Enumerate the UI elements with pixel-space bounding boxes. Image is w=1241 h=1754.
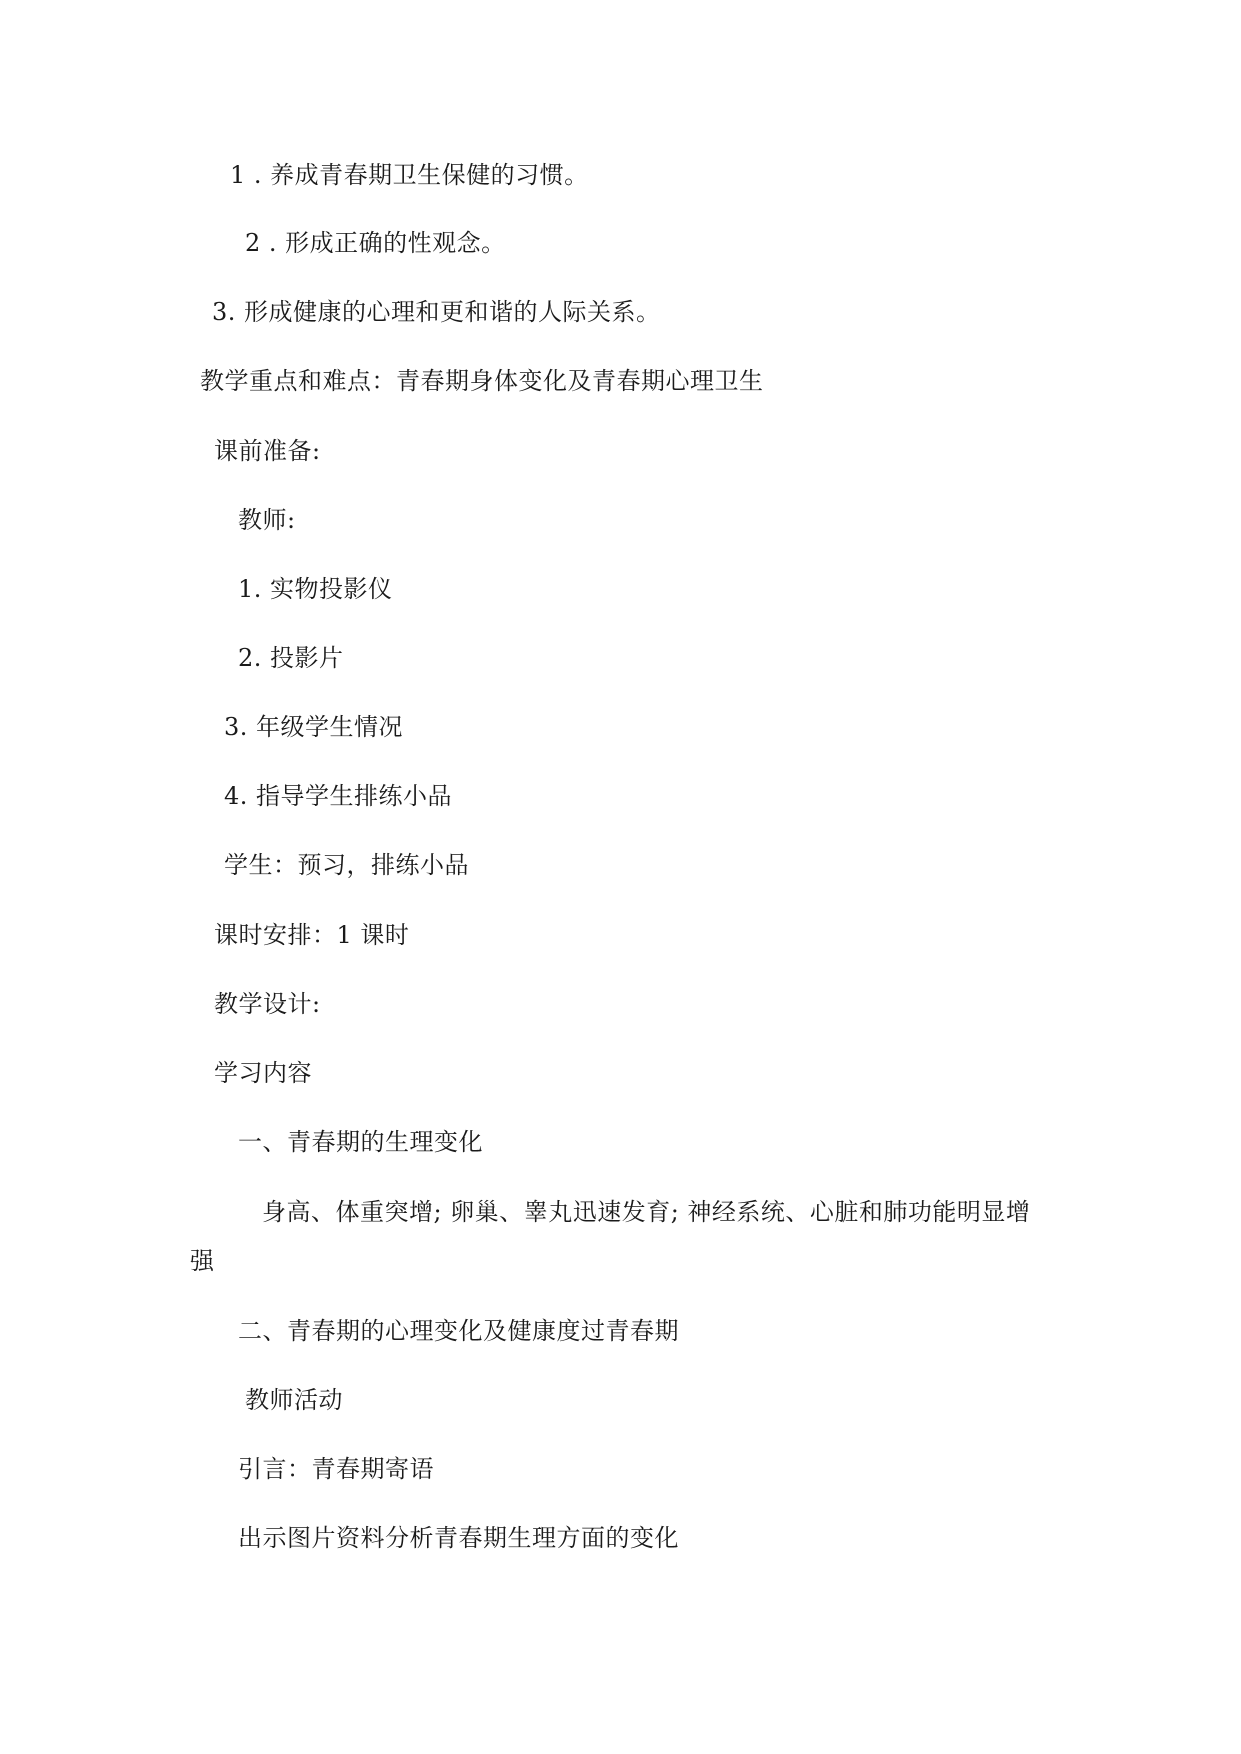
goal-item-3: 3. 形成健康的心理和更和谐的人际关系。 bbox=[212, 298, 661, 326]
teacher-item-3: 3. 年级学生情况 bbox=[224, 713, 404, 741]
teacher-activity-heading: 教师活动 bbox=[245, 1386, 343, 1414]
teacher-item-4: 4. 指导学生排练小品 bbox=[224, 782, 453, 810]
section-1-body: 身高、体重突增; 卵巢、睾丸迅速发育; 神经系统、心脏和肺功能明显增 bbox=[262, 1198, 1031, 1226]
student-preparation: 学生：预习，排练小品 bbox=[224, 851, 469, 879]
learning-content-heading: 学习内容 bbox=[214, 1059, 312, 1087]
class-schedule: 课时安排：1 课时 bbox=[214, 921, 410, 949]
picture-analysis-line: 出示图片资料分析青春期生理方面的变化 bbox=[238, 1524, 679, 1552]
teacher-item-1: 1. 实物投影仪 bbox=[238, 575, 393, 603]
goal-item-2: 2 . 形成正确的性观念。 bbox=[245, 229, 506, 257]
section-1-body-wrap: 强 bbox=[190, 1247, 215, 1275]
teacher-heading: 教师: bbox=[238, 506, 296, 534]
teacher-item-2: 2. 投影片 bbox=[238, 644, 344, 672]
key-points: 教学重点和难点：青春期身体变化及青春期心理卫生 bbox=[200, 367, 764, 395]
introduction-line: 引言：青春期寄语 bbox=[238, 1455, 434, 1483]
section-2-heading: 二、青春期的心理变化及健康度过青春期 bbox=[238, 1317, 679, 1345]
teaching-design-heading: 教学设计: bbox=[214, 990, 321, 1018]
goal-item-1: 1 . 养成青春期卫生保健的习惯。 bbox=[230, 161, 589, 189]
preparation-heading: 课前准备: bbox=[214, 437, 321, 465]
section-1-heading: 一、青春期的生理变化 bbox=[238, 1128, 483, 1156]
